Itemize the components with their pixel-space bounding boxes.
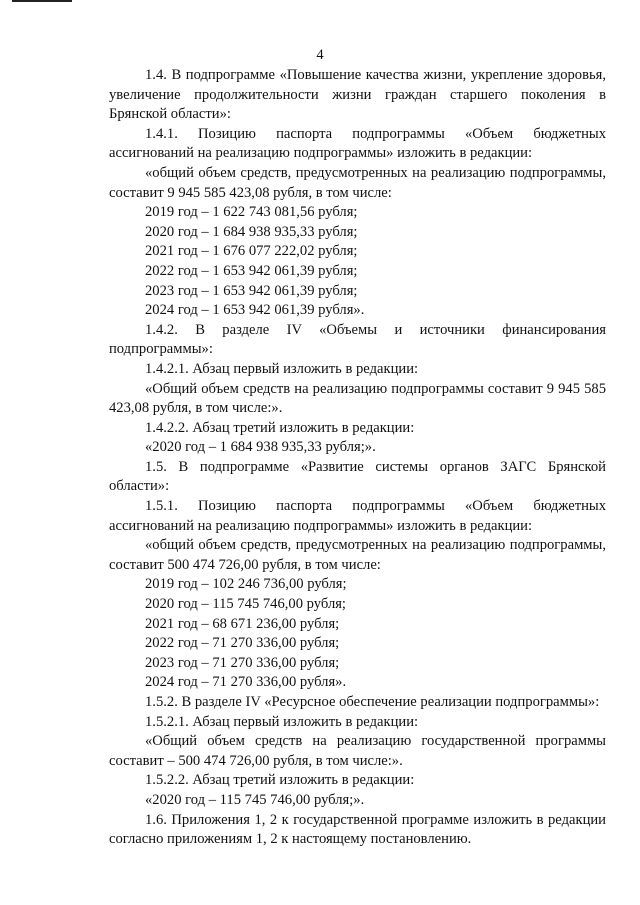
year-row: 2022 год – 1 653 942 061,39 рубля; <box>145 262 358 279</box>
paragraph-1-5-2-2: 1.5.2.2. Абзац третий изложить в редакции: <box>145 772 415 789</box>
paragraph-1-4-2-1: 1.4.2.1. Абзац первый изложить в редакции: <box>145 360 419 377</box>
year-row: 2023 год – 1 653 942 061,39 рубля; <box>145 282 358 299</box>
year-row: 2021 год – 68 671 236,00 рубля; <box>145 615 340 632</box>
year-row: 2024 год – 1 653 942 061,39 рубля». <box>145 302 365 319</box>
paragraph-quote-2020-b: «2020 год – 115 745 746,00 рубля;». <box>145 791 365 808</box>
paragraph-quote-total-b: «Общий объем средств на реализацию государственной программы составит – 500 474 726,00 рубля, в том числе:». <box>109 733 606 769</box>
paragraph-1-5-1: 1.5.1. Позицию паспорта подпрограммы «Объем бюджетных ассигнований на реализацию подпрограммы» изложить в редакции: <box>109 498 606 534</box>
year-row: 2022 год – 71 270 336,00 рубля; <box>145 635 340 652</box>
year-row: 2024 год – 71 270 336,00 рубля». <box>145 674 347 691</box>
year-row: 2020 год – 115 745 746,00 рубля; <box>145 596 346 613</box>
paragraph-1-4-1: 1.4.1. Позицию паспорта подпрограммы «Объем бюджетных ассигнований на реализацию подпрограммы» изложить в редакции: <box>109 125 606 162</box>
year-row: 2023 год – 71 270 336,00 рубля; <box>145 654 340 671</box>
paragraph-total-volume-b: «общий объем средств, предусмотренных на реализацию подпрограммы, составит 500 474 726,00 рубля, в том числе: <box>109 537 606 573</box>
paragraph-total-volume-a: «общий объем средств, предусмотренных на реализацию подпрограммы, составит 9 945 585 423,08 рубля, в том числе: <box>109 164 606 201</box>
document-body <box>109 66 606 850</box>
paragraph-quote-total-a: «Общий объем средств на реализацию подпрограммы составит 9 945 585 423,08 рубля, в том числе:». <box>109 380 606 417</box>
paragraph-1-4: 1.4. В подпрограмме «Повышение качества жизни, укрепление здоровья, увеличение продолжительности жизни граждан старшего поколения в Брянской области»: <box>109 67 606 123</box>
paragraph-1-4-2: 1.4.2. В разделе IV «Объемы и источники финансирования подпрограммы»: <box>109 321 606 358</box>
top-rule <box>12 0 72 2</box>
paragraph-1-6: 1.6. Приложения 1, 2 к государственной программе изложить в редакции согласно приложениям 1, 2 к настоящему постановлению. <box>109 811 606 848</box>
paragraph-1-5: 1.5. В подпрограмме «Развитие системы органов ЗАГС Брянской области»: <box>109 458 606 495</box>
year-row: 2019 год – 102 246 736,00 рубля; <box>145 576 347 593</box>
year-row: 2021 год – 1 676 077 222,02 рубля; <box>145 243 358 260</box>
paragraph-quote-2020-a: «2020 год – 1 684 938 935,33 рубля;». <box>145 439 376 456</box>
page-number: 4 <box>316 47 324 63</box>
paragraph-1-5-2-1: 1.5.2.1. Абзац первый изложить в редакции: <box>145 713 419 730</box>
year-row: 2019 год – 1 622 743 081,56 рубля; <box>145 204 358 221</box>
year-row: 2020 год – 1 684 938 935,33 рубля; <box>145 223 358 240</box>
paragraph-1-4-2-2: 1.4.2.2. Абзац третий изложить в редакции: <box>145 419 415 436</box>
paragraph-1-5-2: 1.5.2. В разделе IV «Ресурсное обеспечение реализации подпрограммы»: <box>145 694 600 710</box>
